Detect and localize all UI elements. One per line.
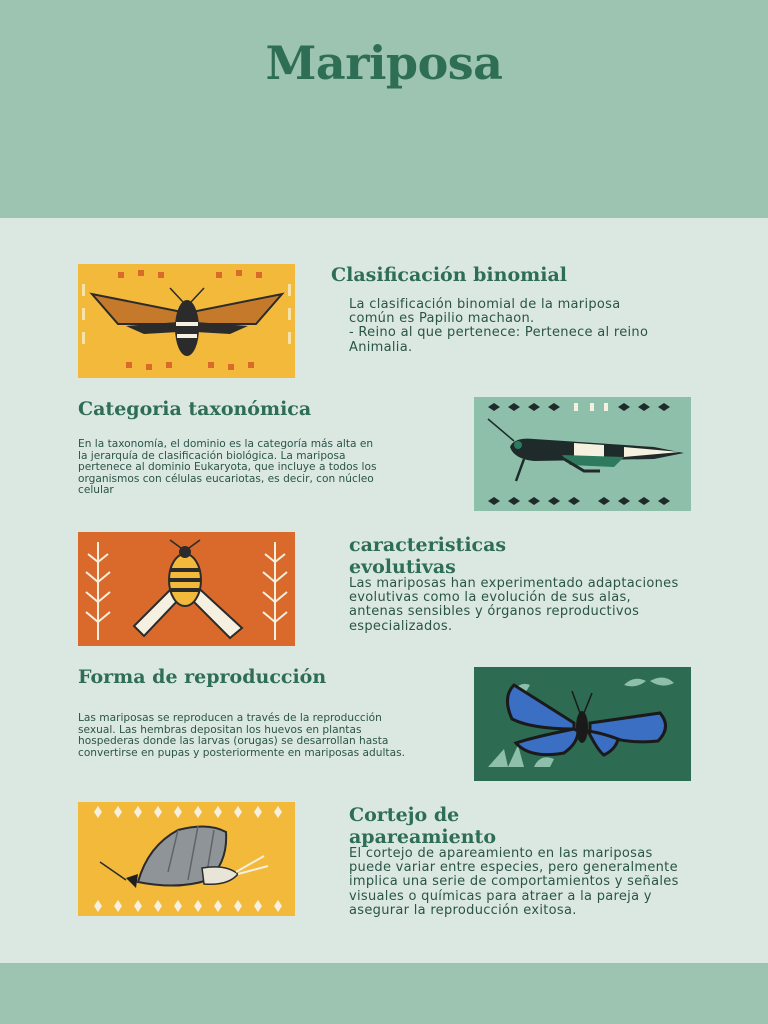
illustration-blue-butterfly [474, 667, 691, 781]
moth-icon [78, 264, 295, 378]
page-title: Mariposa [265, 36, 503, 90]
footer-band [0, 963, 768, 1024]
section-heading-taxonomica: Categoria taxonómica [78, 398, 312, 420]
gray-butterfly-icon [78, 802, 295, 916]
section-text-taxonomica: En la taxonomía, el dominio es la categoría más alta en la jerarquía de clasificación biológica. La mariposa pertenece al dominio Eukaryota, que incluye a todos los organismos con células eucariotas, es decir, con núcleo celular [78, 438, 377, 497]
grasshopper-icon [474, 397, 691, 511]
illustration-grasshopper [474, 397, 691, 511]
section-text-reproduccion: Las mariposas se reproducen a través de la reproducción sexual. Las hembras depositan los huevos en plantas hospederas donde las larvas (orugas) se desarrollan hasta convertirse en pupas y posteriormente en mariposas adultas. [78, 712, 405, 759]
illustration-gray-butterfly [78, 802, 295, 916]
section-text-cortejo: El cortejo de apareamiento en las mariposas puede variar entre especies, pero generalmente implica una serie de comportamientos y señales visuales o químicas para atraer a la pareja y asegurar la reproducción exitosa. [349, 846, 679, 918]
illustration-wasp-moth [78, 532, 295, 646]
section-text-binomial: La clasificación binomial de la mariposa común es Papilio machaon. - Reino al que pertenece: Pertenece al reino Animalia. [349, 297, 649, 355]
section-text-evolutivas: Las mariposas han experimentado adaptaciones evolutivas como la evolución de sus alas, antenas sensibles y órganos reproductivos especializados. [349, 576, 679, 634]
section-heading-evolutivas: caracteristicas evolutivas [349, 534, 507, 578]
section-heading-cortejo: Cortejo de apareamiento [349, 804, 496, 848]
illustration-moth [78, 264, 295, 378]
section-heading-reproduccion: Forma de reproducción [78, 666, 327, 688]
section-heading-binomial: Clasificación binomial [331, 264, 567, 286]
blue-butterfly-icon [474, 667, 691, 781]
wasp-moth-icon [78, 532, 295, 646]
header-band [0, 0, 768, 218]
